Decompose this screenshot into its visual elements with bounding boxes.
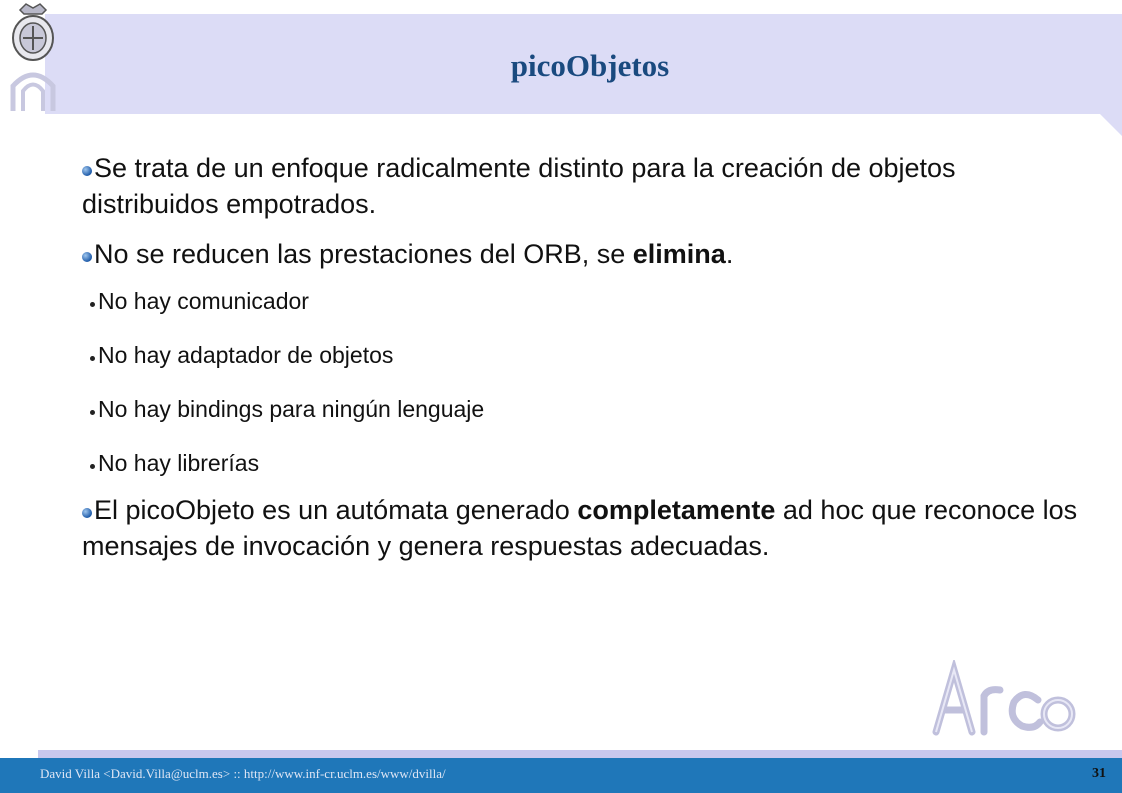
footer-author: David Villa <David.Villa@uclm.es> :: http://www.inf-cr.uclm.es/www/dvilla/ bbox=[40, 766, 446, 781]
sub-bullet-item: No hay comunicador bbox=[82, 286, 1082, 316]
slide-body bbox=[82, 150, 1082, 578]
slide-title: picoObjetos bbox=[510, 48, 670, 83]
sub-bullet-marker-icon bbox=[90, 410, 95, 415]
sub-bullet-item: No hay librerías bbox=[82, 448, 1082, 478]
sub-bullet-marker-icon bbox=[90, 356, 95, 361]
bullet-item: El picoObjeto es un autómata generado completamente ad hoc que reconoce los mensajes de invocación y genera respuestas adecuadas. bbox=[82, 495, 1078, 561]
sub-bullet-item: No hay bindings para ningún lenguaje bbox=[82, 394, 1082, 424]
sub-bullet-item: No hay adaptador de objetos bbox=[82, 340, 1082, 370]
bullet-item: No se reducen las prestaciones del ORB, se elimina. bbox=[82, 236, 1082, 272]
sub-bullet-marker-icon bbox=[90, 302, 95, 307]
bullet-item: Se trata de un enfoque radicalmente distinto para la creación de objetos distribuidos empotrados. bbox=[82, 153, 956, 219]
arco-logo bbox=[928, 660, 1078, 745]
bullet-marker-icon bbox=[82, 166, 92, 176]
bullet-marker-icon bbox=[82, 252, 92, 262]
bullet-marker-icon bbox=[82, 508, 92, 518]
footer-strip bbox=[38, 750, 1122, 758]
page-number: 31 bbox=[1092, 766, 1106, 781]
sub-bullet-marker-icon bbox=[90, 464, 95, 469]
title-band-corner bbox=[1100, 114, 1122, 136]
